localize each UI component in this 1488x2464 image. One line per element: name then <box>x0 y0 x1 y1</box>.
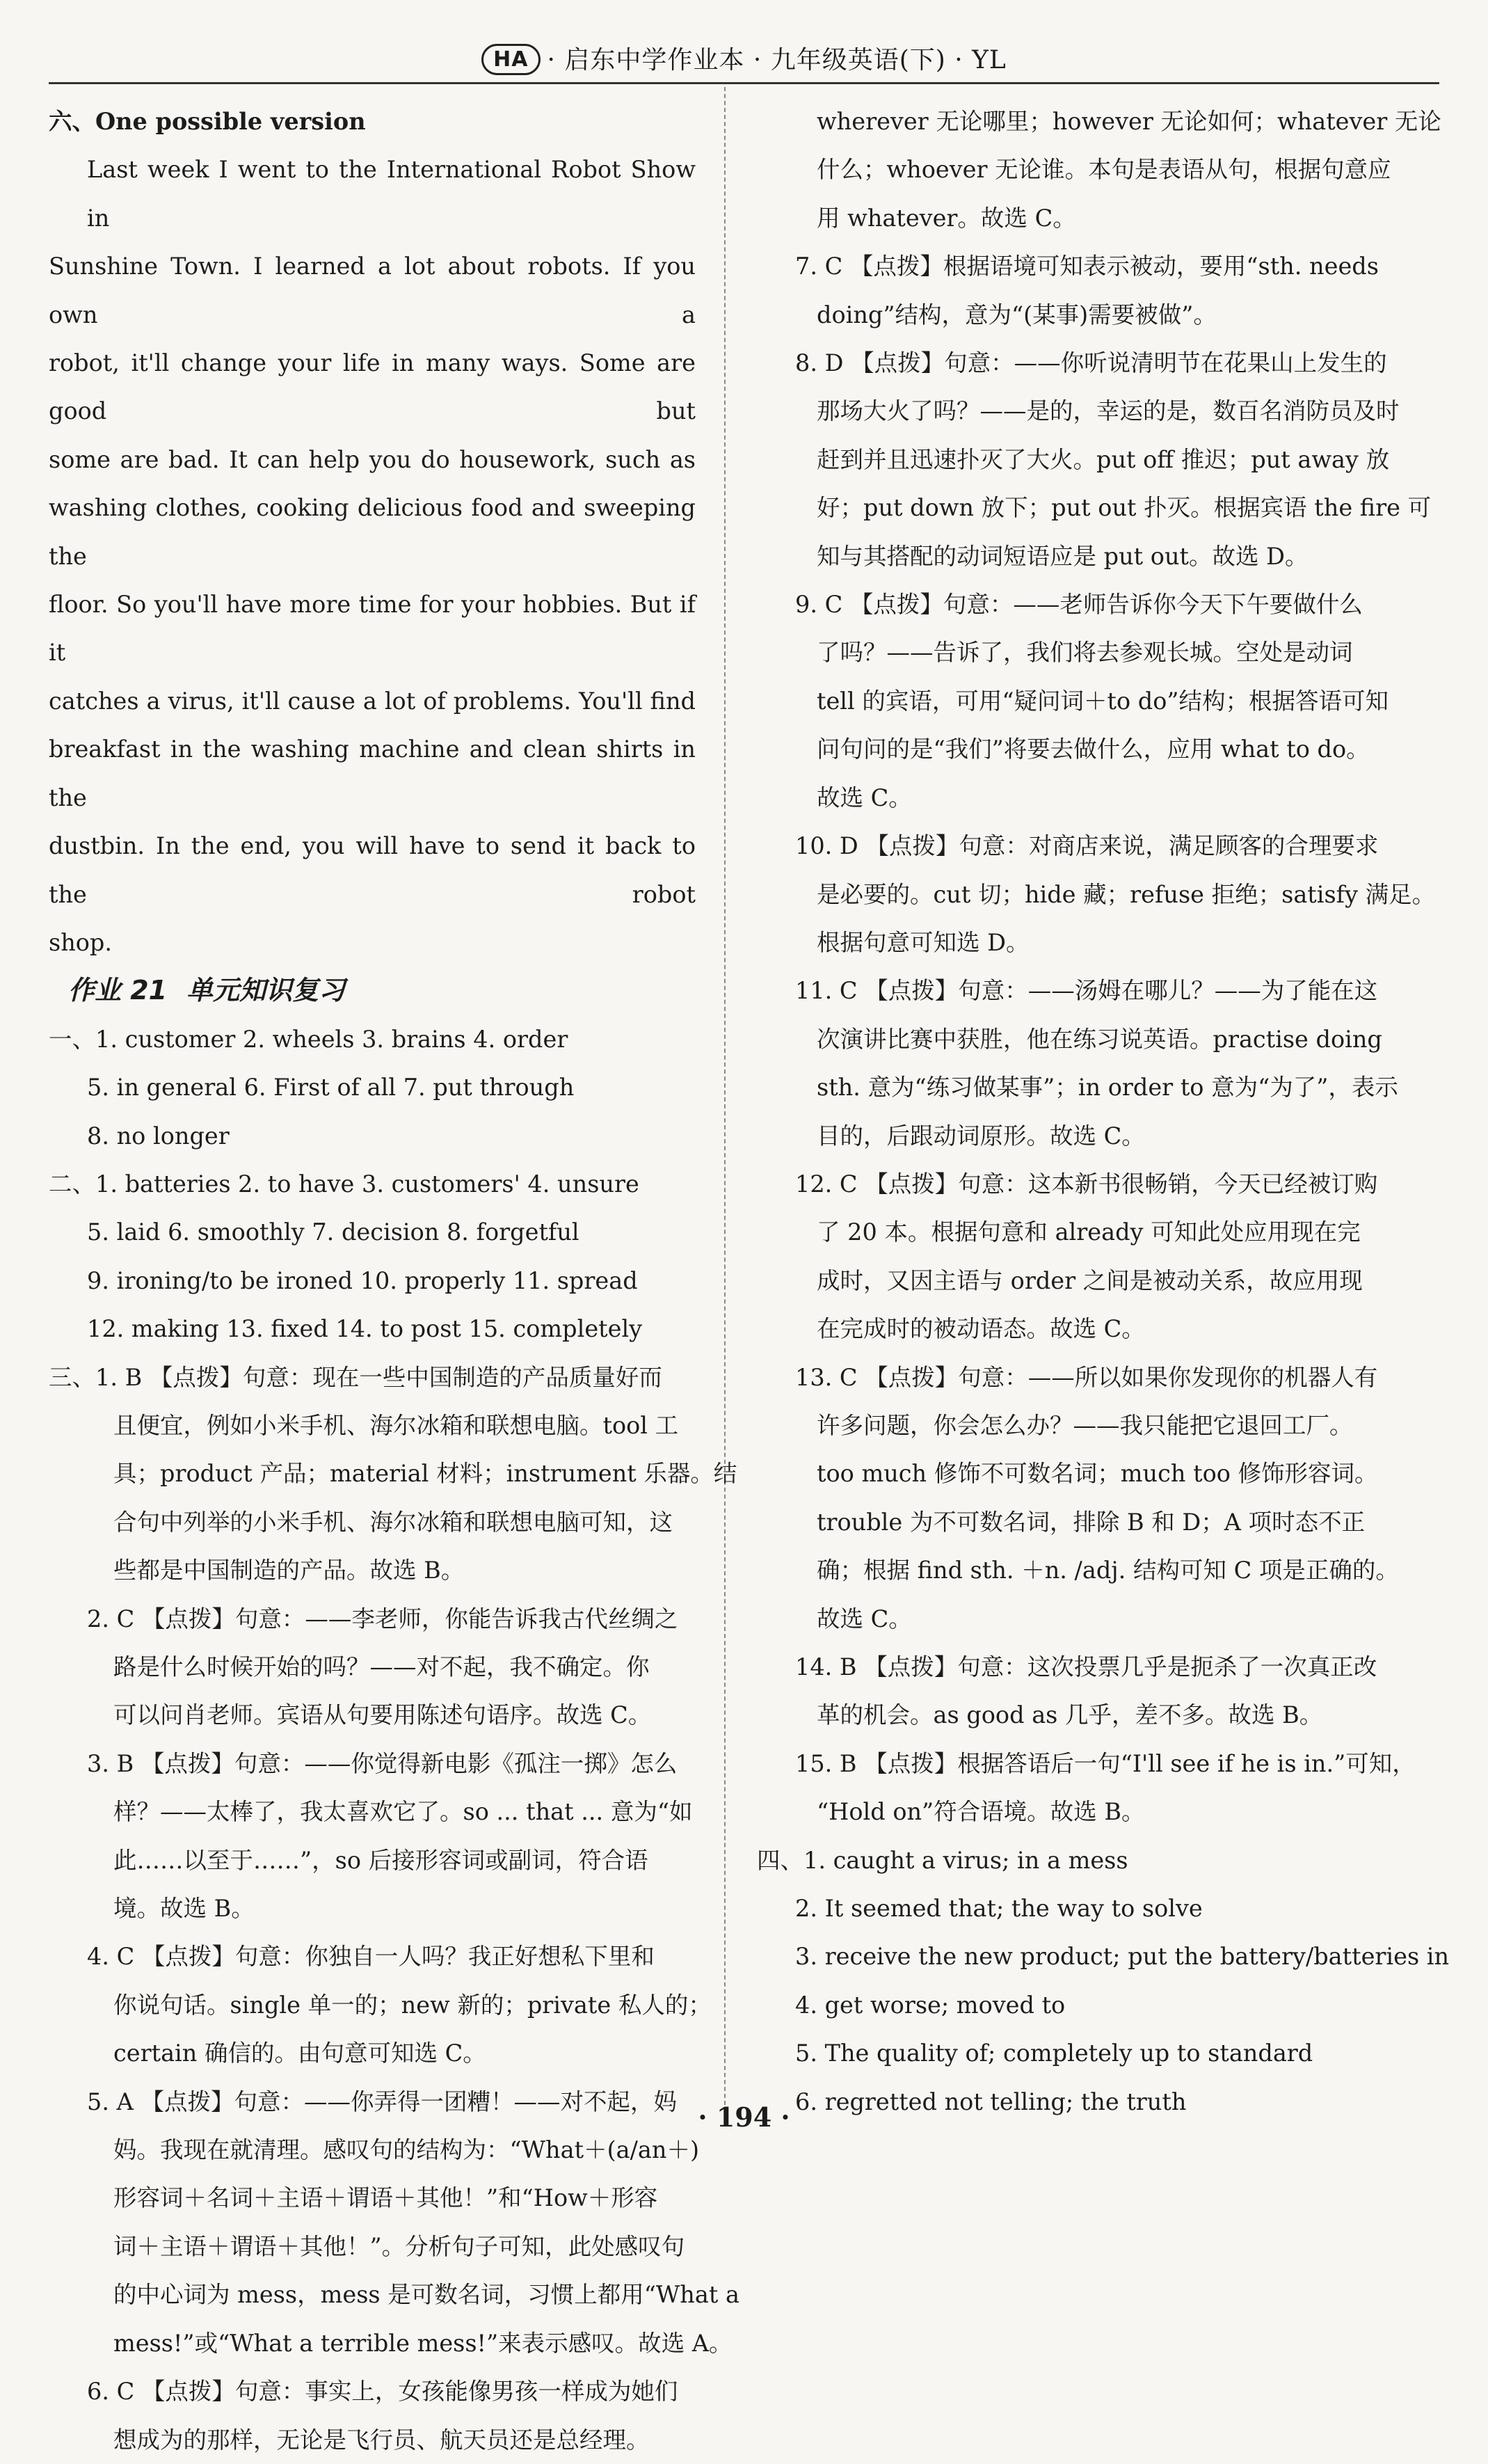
text-line: 样？——太棒了，我太喜欢它了。so ... that ... 意为“如 <box>113 1798 693 1826</box>
text-line: 12. C 【点拨】句意：这本新书很畅销，今天已经被订购 <box>795 1170 1378 1198</box>
text-line: 些都是中国制造的产品。故选 B。 <box>113 1557 465 1584</box>
text-line: 13. C 【点拨】句意：——所以如果你发现你的机器人有 <box>795 1363 1378 1391</box>
text-line: 形容词＋名词＋主语＋谓语＋其他！”和“How＋形容 <box>113 2184 658 2212</box>
page-number: · 194 · <box>698 2101 790 2133</box>
text-line: 5. in general 6. First of all 7. put through <box>87 1074 575 1102</box>
text-line: 二、1. batteries 2. to have 3. customers' 4. unsure <box>49 1170 639 1198</box>
text-line: 可以问肖老师。宾语从句要用陈述句语序。故选 C。 <box>113 1701 652 1729</box>
text-line: 革的机会。as good as 几乎，差不多。故选 B。 <box>817 1701 1323 1729</box>
text-line: 11. C 【点拨】句意：——汤姆在哪儿？——为了能在这 <box>795 977 1378 1005</box>
text-line: 合句中列举的小米手机、海尔冰箱和联想电脑可知，这 <box>113 1508 673 1536</box>
text-line: 9. ironing/to be ironed 10. properly 11. spread <box>87 1266 638 1294</box>
text-line: 一、1. customer 2. wheels 3. brains 4. order <box>49 1025 568 1053</box>
text-line: 6. regretted not telling; the truth <box>795 2088 1187 2115</box>
text-line: wherever 无论哪里；however 无论如何；whatever 无论 <box>817 108 1441 135</box>
text-line: shop. <box>49 928 113 956</box>
section-heading <box>49 967 696 1015</box>
text-line: Sunshine Town. I learned a lot about robots. If you own a <box>49 253 696 328</box>
text-line: certain 确信的。由句意可知选 C。 <box>113 2040 486 2067</box>
text-line: “Hold on”符合语境。故选 B。 <box>817 1798 1145 1826</box>
text-line: 2. C 【点拨】句意：——李老师，你能告诉我古代丝绸之 <box>87 1605 678 1632</box>
text-line: 目的，后跟动词原形。故选 C。 <box>817 1122 1145 1150</box>
text-line: floor. So you'll have more time for your hobbies. But if it <box>49 591 696 667</box>
text-line: 了吗？——告诉了，我们将去参观长城。空处是动词 <box>817 639 1353 667</box>
text-line: 成时，又因主语与 order 之间是被动关系，故应用现 <box>817 1266 1363 1294</box>
text-line: breakfast in the washing machine and clean shirts in the <box>49 736 696 811</box>
text-line: 15. B 【点拨】根据答语后一句“I'll see if he is in.”可知， <box>795 1749 1416 1777</box>
text-line: 7. C 【点拨】根据语境可知表示被动，要用“sth. needs <box>795 253 1379 280</box>
text-line: 次演讲比赛中获胜，他在练习说英语。practise doing <box>817 1025 1382 1053</box>
text-line: dustbin. In the end, you will have to send it back to the robot <box>49 832 696 908</box>
text-line: Last week I went to the International Robot Show in <box>87 156 696 232</box>
text-line: 12. making 13. fixed 14. to post 15. completely <box>87 1315 643 1343</box>
text-line: 此……以至于……”，so 后接形容词或副词，符合语 <box>113 1846 648 1874</box>
text-line: trouble 为不可数名词，排除 B 和 D；A 项时态不正 <box>817 1508 1366 1536</box>
text-line: 你说句话。single 单一的；new 新的；private 私人的； <box>113 1991 712 2019</box>
running-header <box>0 40 1488 76</box>
text-line: mess!”或“What a terrible mess!”来表示感叹。故选 A。 <box>113 2329 733 2357</box>
text-line: 四、1. caught a virus; in a mess <box>757 1846 1128 1874</box>
text-line: doing”结构，意为“(某事)需要被做”。 <box>817 301 1217 328</box>
text-line: 8. D 【点拨】句意：——你听说清明节在花果山上发生的 <box>795 349 1387 377</box>
text-line: 4. get worse; moved to <box>795 1991 1066 2019</box>
text-line: catches a virus, it'll cause a lot of problems. You'll find <box>49 687 696 715</box>
text-line: 5. The quality of; completely up to standard <box>795 2040 1313 2067</box>
text-line: 5. A 【点拨】句意：——你弄得一团糟！——对不起，妈 <box>87 2088 677 2115</box>
text-line: 14. B 【点拨】句意：这次投票几乎是扼杀了一次真正改 <box>795 1653 1377 1680</box>
text-line: 路是什么时候开始的吗？——对不起，我不确定。你 <box>113 1653 650 1680</box>
text-line: 故选 C。 <box>817 784 912 811</box>
text-line: 六、One possible version <box>49 108 366 135</box>
text-line: tell 的宾语，可用“疑问词＋to do”结构；根据答语可知 <box>817 687 1389 715</box>
text-line: 6. C 【点拨】句意：事实上，女孩能像男孩一样成为她们 <box>87 2378 678 2406</box>
text-line: 根据句意可知选 D。 <box>817 928 1030 956</box>
text-line: 2. It seemed that; the way to solve <box>795 1895 1203 1923</box>
text-line: 词＋主语＋谓语＋其他！”。分析句子可知，此处感叹句 <box>113 2232 685 2260</box>
text-line: 赶到并且迅速扑灭了大火。put off 推迟；put away 放 <box>817 445 1390 473</box>
text-line: 问句问的是“我们”将要去做什么，应用 what to do。 <box>817 736 1370 763</box>
text-line: 且便宜，例如小米手机、海尔冰箱和联想电脑。tool 工 <box>113 1411 679 1439</box>
text-line: 3. B 【点拨】句意：——你觉得新电影《孤注一掷》怎么 <box>87 1749 678 1777</box>
text-line: 妈。我现在就清理。感叹句的结构为：“What＋(a/an＋) <box>113 2136 700 2164</box>
heading-title: 单元知识复习 <box>186 975 346 1006</box>
text-line: 境。故选 B。 <box>113 1895 255 1923</box>
text-line: too much 修饰不可数名词；much too 修饰形容词。 <box>817 1460 1378 1488</box>
text-line: 了 20 本。根据句意和 already 可知此处应用现在完 <box>817 1218 1361 1246</box>
text-line: 用 whatever。故选 C。 <box>817 204 1076 232</box>
text-line: 三、1. B 【点拨】句意：现在一些中国制造的产品质量好而 <box>49 1363 662 1391</box>
text-line: sth. 意为“练习做某事”；in order to 意为“为了”，表示 <box>817 1074 1398 1102</box>
text-line: 8. no longer <box>87 1122 230 1150</box>
text-line: 什么；whoever 无论谁。本句是表语从句，根据句意应 <box>817 156 1391 184</box>
text-line: 知与其搭配的动词短语应是 put out。故选 D。 <box>817 542 1309 570</box>
text-line: 5. laid 6. smoothly 7. decision 8. forgetful <box>87 1218 579 1246</box>
text-line: 好；put down 放下；put out 扑灭。根据宾语 the fire 可 <box>817 494 1432 522</box>
text-line: 3. receive the new product; put the battery/batteries in <box>795 1943 1450 1971</box>
header-rule <box>49 82 1439 84</box>
text-line: 想成为的那样，无论是飞行员、航天员还是总经理。 <box>113 2426 650 2454</box>
text-line: 4. C 【点拨】句意：你独自一人吗？我正好想私下里和 <box>87 1943 655 1971</box>
text-line: 10. D 【点拨】句意：对商店来说，满足顾客的合理要求 <box>795 832 1379 860</box>
text-line: some are bad. It can help you do housework, such as <box>49 445 696 473</box>
text-line: 那场大火了吗？——是的，幸运的是，数百名消防员及时 <box>817 397 1400 425</box>
text-line: washing clothes, cooking delicious food and sweeping the <box>49 494 696 570</box>
right-column <box>757 97 1450 2126</box>
text-line: 的中心词为 mess，mess 是可数名词，习惯上都用“What a <box>113 2281 739 2309</box>
column-divider <box>724 87 726 2112</box>
text-line: 是必要的。cut 切；hide 藏；refuse 拒绝；satisfy 满足。 <box>817 880 1436 908</box>
text-line: 具；product 产品；material 材料；instrument 乐器。结 <box>113 1460 737 1488</box>
text-line: 故选 C。 <box>817 1605 912 1632</box>
header-title: · 启东中学作业本 · 九年级英语(下) · YL <box>547 46 1007 74</box>
text-line: 在完成时的被动语态。故选 C。 <box>817 1315 1145 1343</box>
text-line: 9. C 【点拨】句意：——老师告诉你今天下午要做什么 <box>795 591 1363 619</box>
series-badge: HA <box>481 44 540 75</box>
text-line: robot, it'll change your life in many ways. Some are good but <box>49 349 696 425</box>
heading-number: 作业 21 <box>68 975 168 1006</box>
text-line: 许多问题，你会怎么办？——我只能把它退回工厂。 <box>817 1411 1353 1439</box>
text-line: 确；根据 find sth. ＋n. /adj. 结构可知 C 项是正确的。 <box>817 1557 1399 1584</box>
